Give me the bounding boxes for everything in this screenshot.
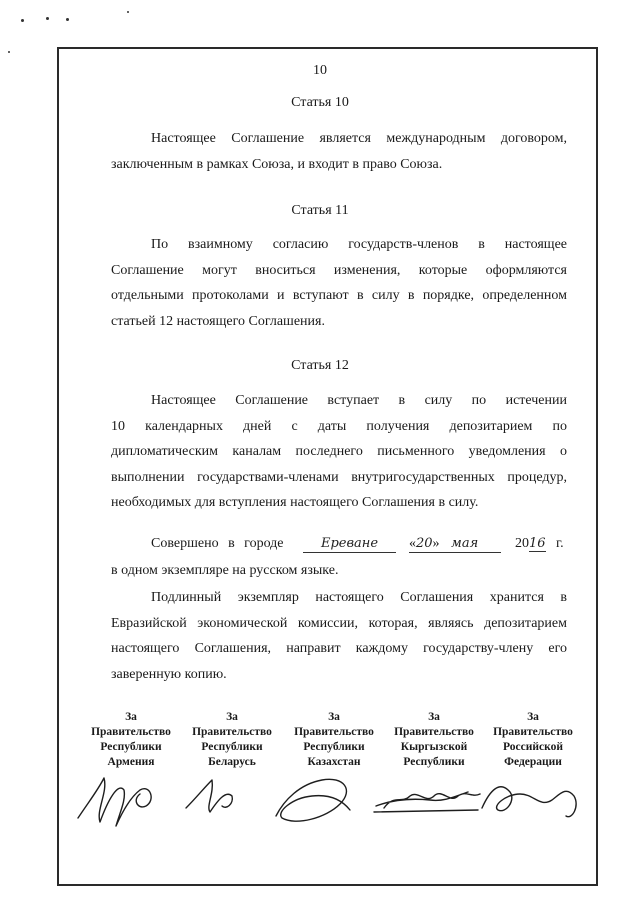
text-line: Евразийской экономической комиссии, которая, являясь депозитарием	[111, 615, 567, 631]
text-line: отдельными протоколами и вступают в силу в порядке, определенном	[111, 288, 567, 303]
year-handwritten: 16	[529, 536, 546, 551]
signatory-for: За	[428, 711, 440, 723]
signatory-for: За	[328, 711, 340, 723]
signatory-line: Республики	[403, 756, 465, 768]
signature-armenia	[78, 778, 151, 826]
signatory-line: Республики	[100, 741, 162, 753]
city-handwritten: Ереване	[320, 536, 379, 551]
signatory-line: Казахстан	[307, 756, 361, 768]
signatory-line: Беларусь	[208, 756, 256, 768]
signatory-line: Правительство	[91, 726, 171, 738]
signatory-line: Республики	[303, 741, 365, 753]
signatory-line: Правительство	[394, 726, 474, 738]
text-line: дипломатическим каналам последнего письменного уведомления о	[111, 444, 567, 459]
text-line: заключенным в рамках Союза, и входит в право Союза.	[111, 156, 443, 172]
signature-kazakhstan	[276, 779, 350, 821]
signatory-line: Республики	[201, 741, 263, 753]
text-line: заверенную копию.	[111, 666, 227, 682]
text-line: По взаимному согласию государств-членов в настоящее	[151, 237, 567, 252]
signatory-for: За	[125, 711, 137, 723]
text-line: статьей 12 настоящего Соглашения.	[111, 313, 325, 329]
signatory-line: Федерации	[504, 756, 562, 768]
signatory-for: За	[226, 711, 238, 723]
day-handwritten: 20	[416, 536, 433, 551]
text-line: настоящего Соглашения, направит каждому государству-члену его	[111, 641, 567, 656]
quote-open: «	[409, 536, 416, 551]
signatory-line: Российской	[503, 741, 563, 753]
month-handwritten: мая	[451, 536, 479, 551]
year-unit: г.	[556, 536, 564, 551]
page-number: 10	[313, 63, 327, 78]
signature-kyrgyzstan	[374, 792, 480, 812]
article-11-heading: Статья 11	[291, 203, 349, 218]
text-line: 10 календарных дней с даты получения депозитарием по	[111, 418, 567, 434]
text-line: Соглашение могут вноситься изменения, которые оформляются	[111, 262, 567, 278]
signatory-line: Правительство	[192, 726, 272, 738]
article-12-heading: Статья 12	[291, 358, 349, 373]
signatory-line: Правительство	[493, 726, 573, 738]
signatory-line: Армения	[107, 756, 155, 768]
text-line: необходимых для вступления настоящего Соглашения в силу.	[111, 495, 479, 510]
text-line: Настоящее Соглашение вступает в силу по истечении	[151, 393, 567, 408]
text-line: Подлинный экземпляр настоящего Соглашения хранится в	[151, 590, 567, 605]
signature-russia	[482, 787, 576, 817]
signatory-for: За	[527, 711, 539, 723]
done-at-continuation: в одном экземпляре на русском языке.	[111, 563, 339, 578]
signature-belarus	[186, 780, 232, 812]
text-line: Настоящее Соглашение является международным договором,	[151, 131, 567, 146]
done-at-prefix: Совершено в городе	[151, 536, 284, 551]
article-10-heading: Статья 10	[291, 95, 349, 110]
year-prefix: 20	[515, 536, 529, 551]
signatory-line: Кыргызской	[400, 741, 468, 753]
quote-close: »	[432, 536, 440, 551]
text-line: выполнении государствами-членами внутригосударственных процедур,	[111, 469, 567, 485]
signatory-line: Правительство	[294, 726, 374, 738]
